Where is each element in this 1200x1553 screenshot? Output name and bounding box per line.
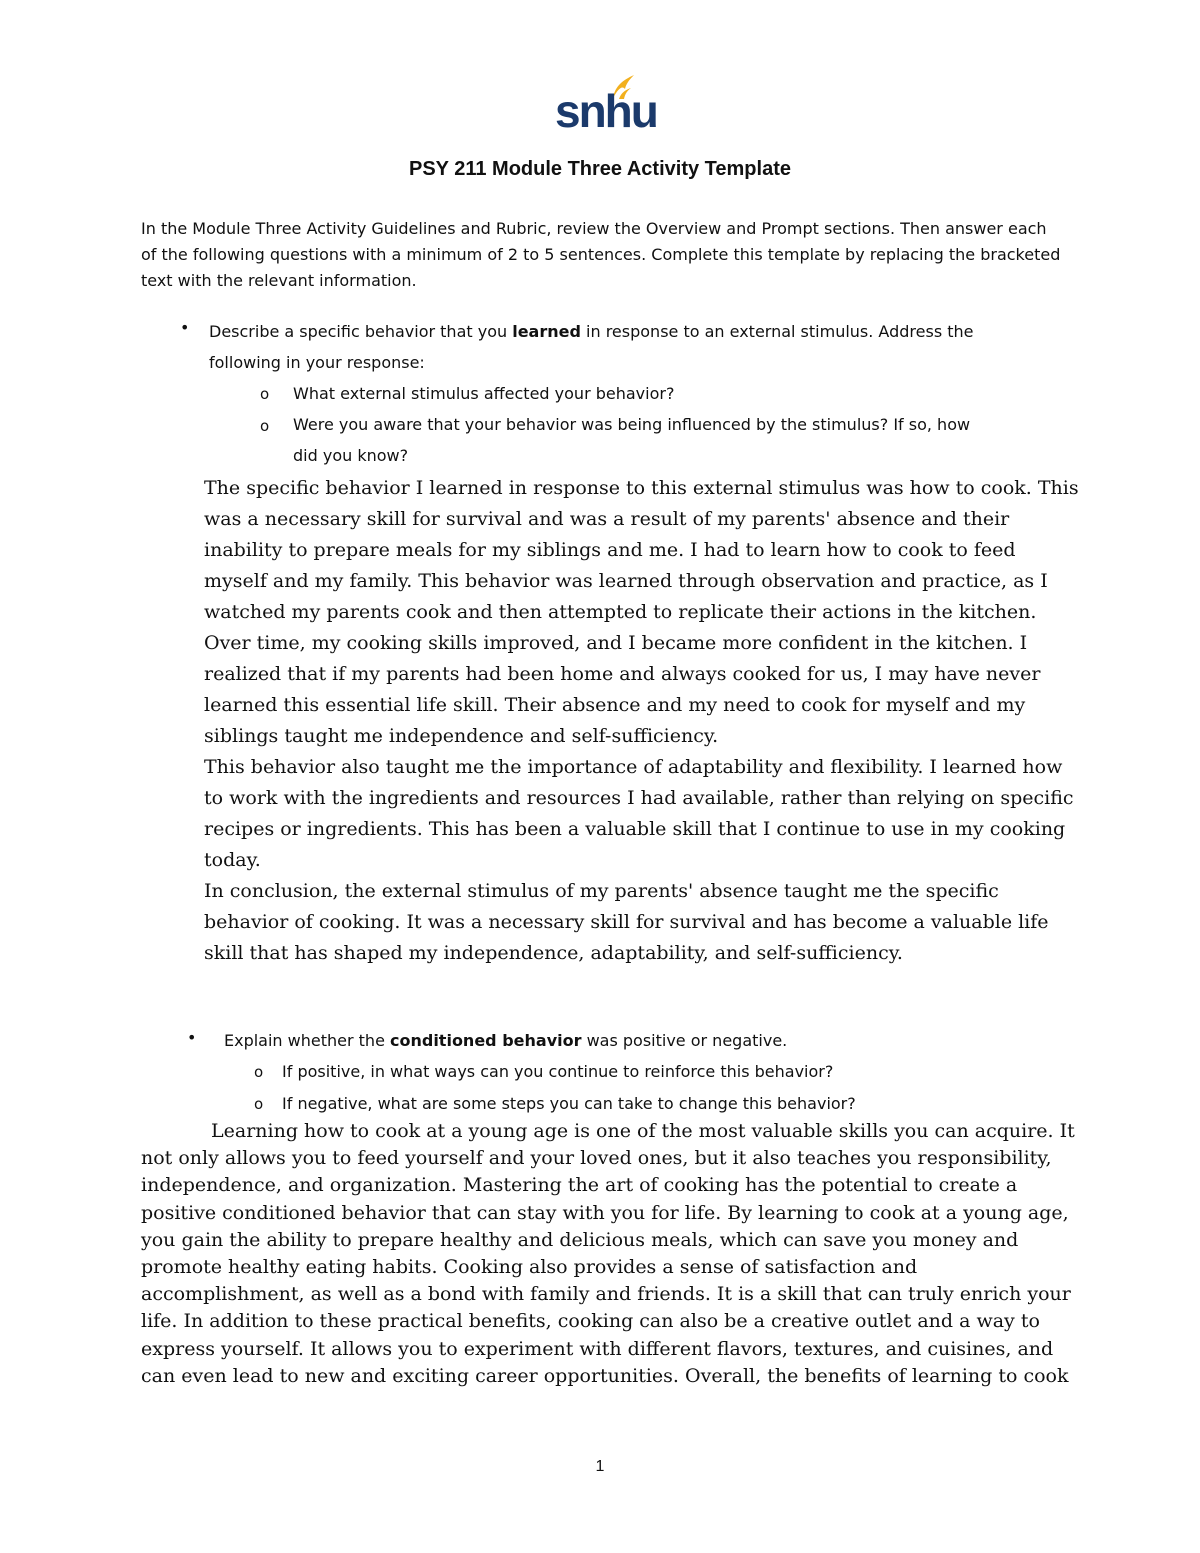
question-1-sub-2-line1: Were you aware that your behavior was being influenced by the stimulus? If so, how bbox=[293, 415, 971, 434]
question-1-sub-2 bbox=[293, 409, 1093, 471]
question-2-sub-2: If negative, what are some steps you can take to change this behavior? bbox=[282, 1094, 856, 1113]
sub-bullet-icon: o bbox=[260, 417, 270, 435]
answer-1 bbox=[204, 473, 1084, 969]
question-2-prompt bbox=[224, 1025, 1084, 1056]
snhu-logo bbox=[555, 72, 657, 137]
sub-bullet-icon: o bbox=[260, 385, 270, 403]
page-title: PSY 211 Module Three Activity Template bbox=[409, 158, 791, 180]
answer-1-paragraph: The specific behavior I learned in response to this external stimulus was how to cook. This was a necessary skill for survival and was a result of my parents' absence and their inability to prepare meals for my siblings and me. I had to learn how to cook to feed myself and my family. This behavior was learned through observation and practice, as I watched my parents cook and then attempted to replicate their actions in the kitchen. Over time, my cooking skills improved, and I became more confident in the kitchen. I realized that if my parents had been home and always cooked for us, I may have never learned this essential life skill. Their absence and my need to cook for myself and my siblings taught me independence and self-sufficiency. bbox=[204, 477, 1079, 747]
question-1-text-end: in response to an external stimulus. Address the bbox=[580, 322, 974, 341]
answer-2-paragraph: Learning how to cook at a young age is one of the most valuable skills you can acquire. It not only allows you to feed yourself and your loved ones, but it also teaches you responsibility, independence, and organization. Mastering the art of cooking has the potential to create a positive conditioned behavior that can stay with you for life. By learning to cook at a young age, you gain the ability to prepare healthy and delicious meals, which can save you money and promote healthy eating habits. Cooking also provides a sense of satisfaction and accomplishment, as well as a bond with family and friends. It is a skill that can truly enrich your life. In addition to these practical benefits, cooking can also be a creative outlet and a way to express yourself. It allows you to experiment with different flavors, textures, and cuisines, and can even lead to new and exciting career opportunities. Overall, the benefits of learning to cook bbox=[141, 1120, 1075, 1387]
question-1-text-start: Describe a specific behavior that you bbox=[209, 322, 513, 341]
question-2-sub-1: If positive, in what ways can you continue to reinforce this behavior? bbox=[282, 1062, 834, 1081]
sub-bullet-icon: o bbox=[254, 1063, 264, 1081]
question-1-text-line2: following in your response: bbox=[209, 353, 425, 372]
question-2-text-end: was positive or negative. bbox=[581, 1031, 788, 1050]
bullet-icon: • bbox=[180, 318, 190, 337]
question-1-keyword: learned bbox=[512, 322, 581, 341]
answer-1-paragraph: In conclusion, the external stimulus of my parents' absence taught me the specific behavior of cooking. It was a necessary skill for survival and has become a valuable life skill that has shaped my independence, adaptability, and self-sufficiency. bbox=[204, 880, 1049, 964]
sub-bullet-icon: o bbox=[254, 1095, 264, 1113]
question-1-prompt bbox=[209, 316, 1089, 378]
answer-2 bbox=[141, 1118, 1081, 1390]
question-1-sub-2-line2: did you know? bbox=[293, 446, 409, 465]
page-number: 1 bbox=[595, 1458, 605, 1475]
logo-text: snhu bbox=[555, 85, 657, 137]
bullet-icon: • bbox=[187, 1028, 197, 1047]
question-2-text-start: Explain whether the bbox=[224, 1031, 390, 1050]
question-2-keyword: conditioned behavior bbox=[390, 1031, 582, 1050]
question-1-sub-1: What external stimulus affected your behavior? bbox=[293, 384, 675, 403]
answer-1-paragraph: This behavior also taught me the importance of adaptability and flexibility. I learned how to work with the ingredients and resources I had available, rather than relying on specific recipes or ingredients. This has been a valuable skill that I continue to use in my cooking today. bbox=[204, 756, 1074, 871]
intro-paragraph: In the Module Three Activity Guidelines and Rubric, review the Overview and Prompt sections. Then answer each of the following questions with a minimum of 2 to 5 sentences. Complete this template by replacing the bracketed text with the relevant information. bbox=[141, 219, 1061, 290]
